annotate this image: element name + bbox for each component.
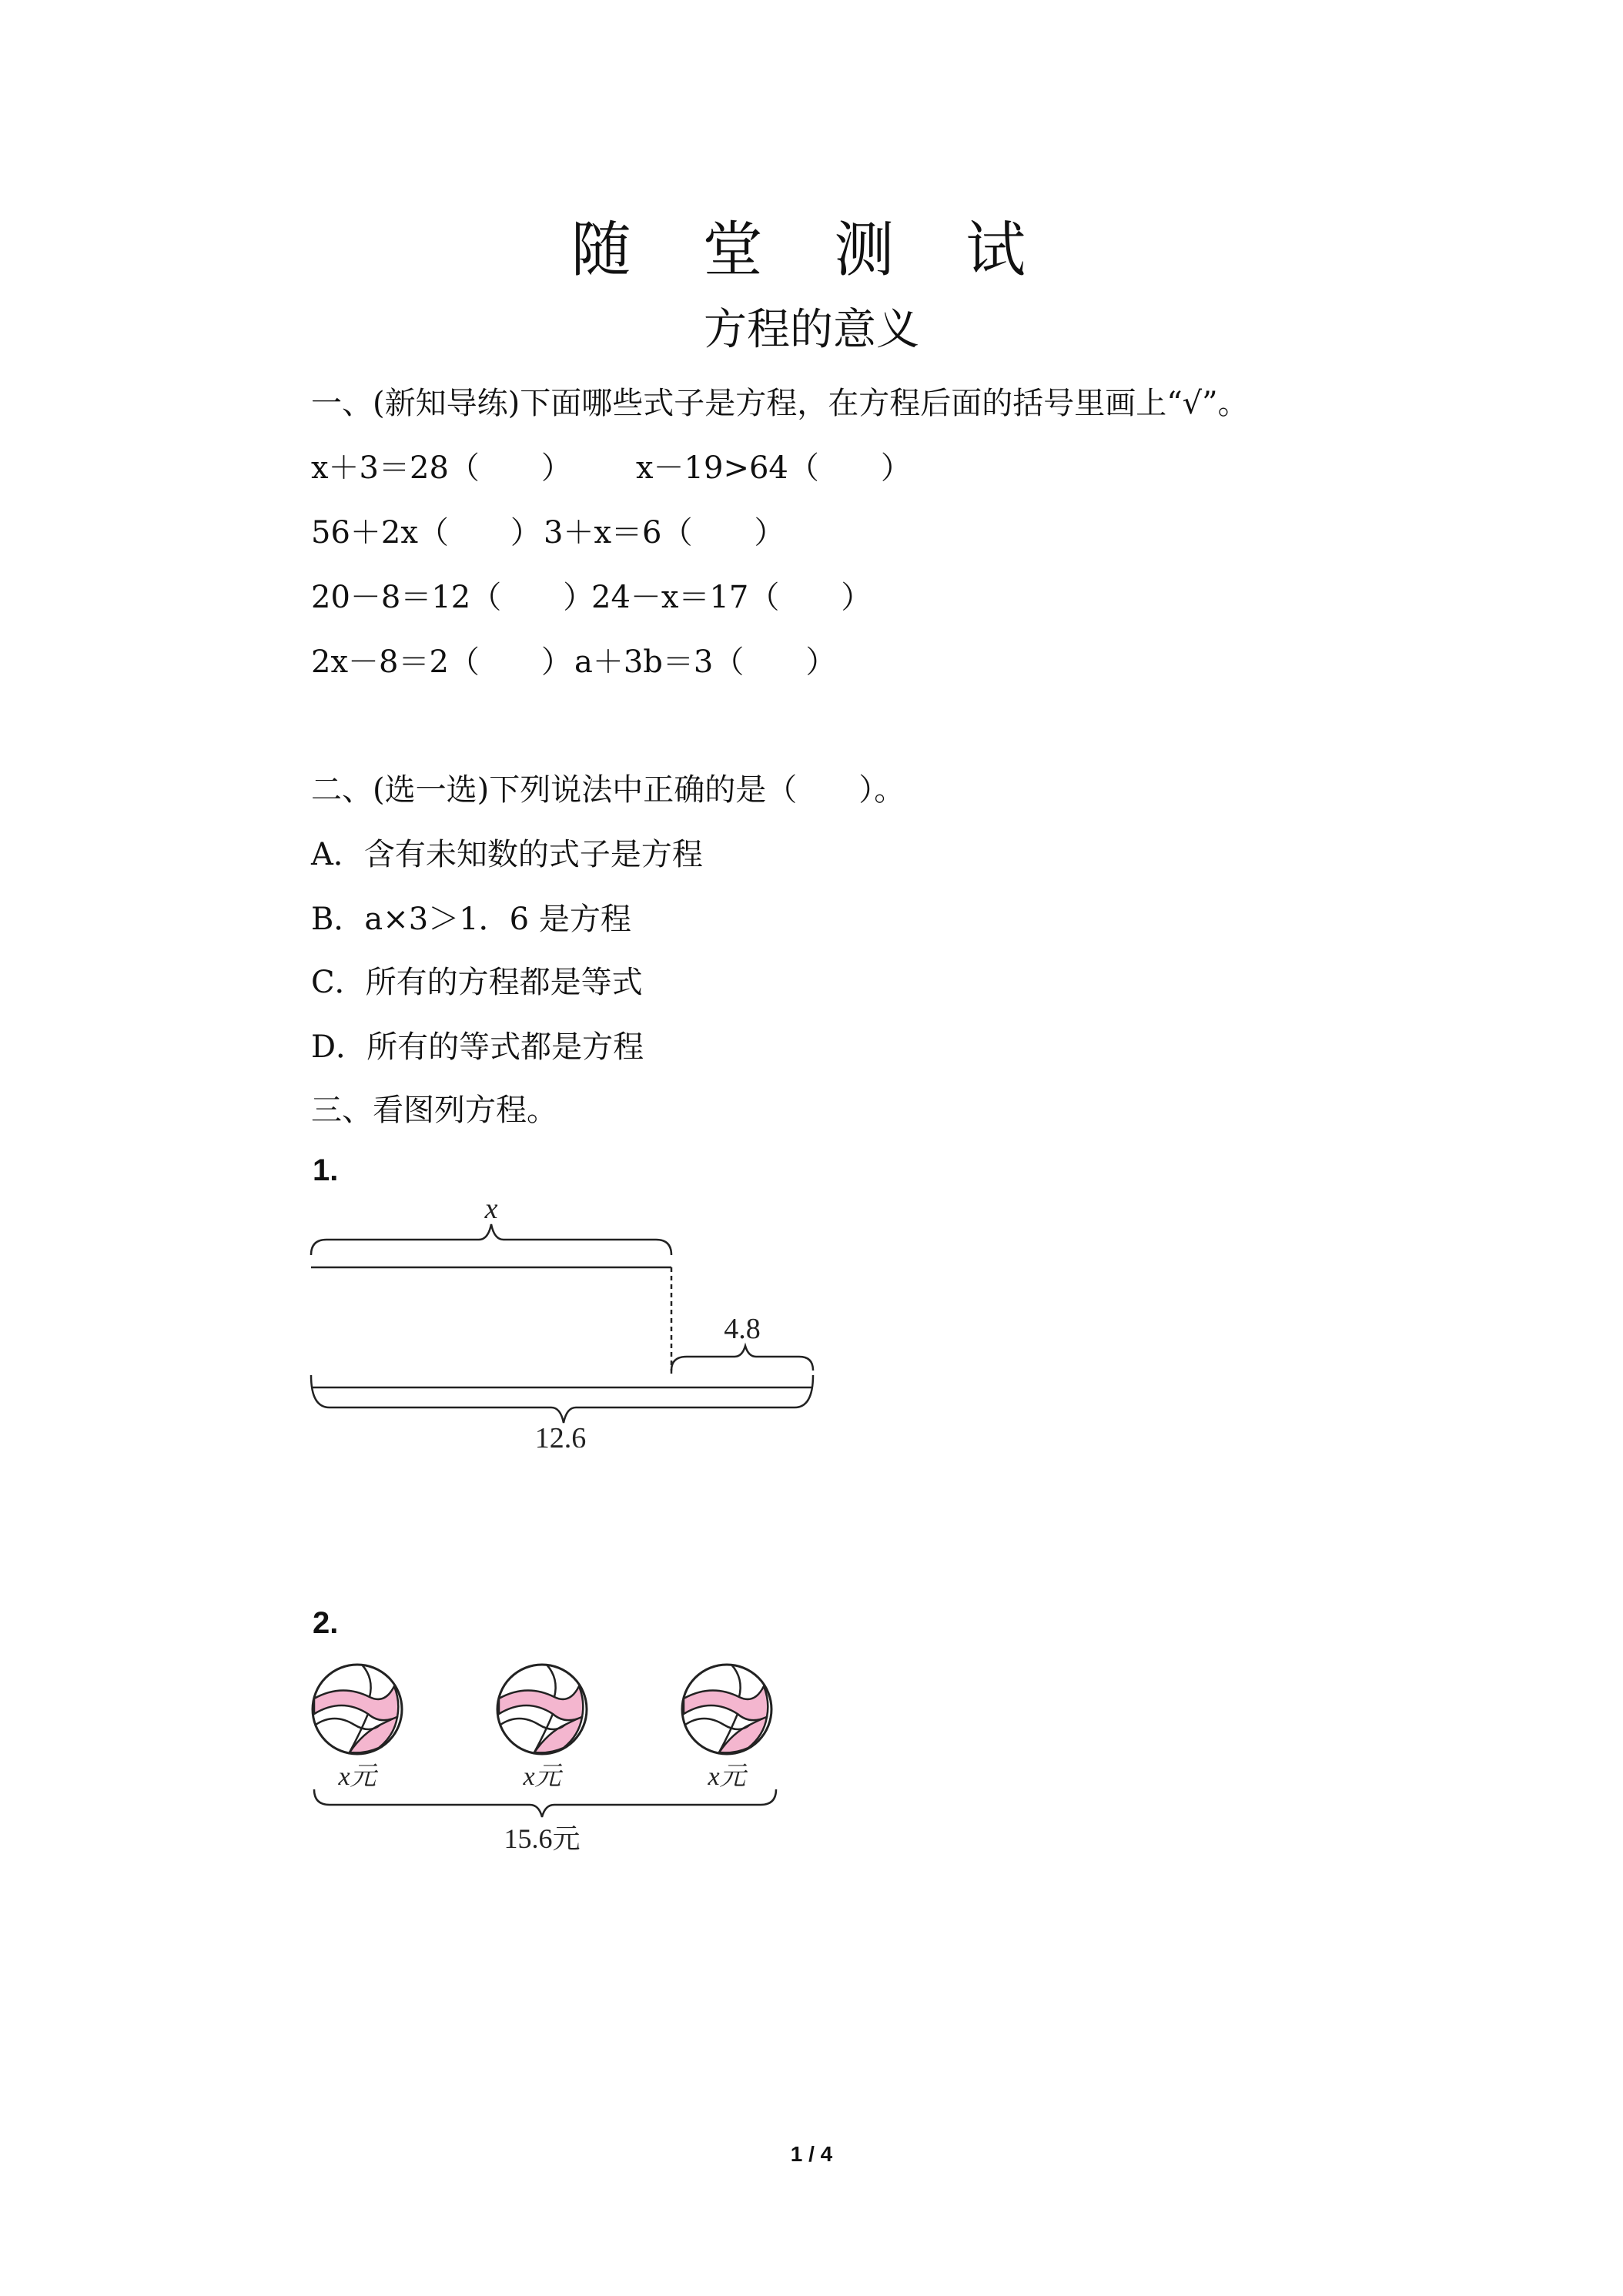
section3-heading: 三、看图列方程。 (311, 1093, 557, 1128)
label-total: 12.6 (534, 1422, 587, 1448)
page-subtitle: 方程的意义 (704, 305, 919, 355)
option-a: A．含有未知数的式子是方程 (311, 837, 703, 872)
question-2-number: 2. (313, 1606, 339, 1640)
brace-total-price (314, 1789, 776, 1817)
brace-part (671, 1346, 813, 1371)
equation-item: 20－8＝12（ ） (311, 580, 594, 615)
volleyball-icon (682, 1665, 771, 1754)
ball-price-label: x元 (338, 1762, 376, 1791)
equation-item: x－19>64（ ） (636, 450, 912, 486)
equation-item: 2x－8＝2（ ） (311, 644, 572, 680)
option-c: C．所有的方程都是等式 (311, 965, 643, 1000)
equation-item: 56＋2x（ ） (311, 515, 541, 551)
option-d: D．所有的等式都是方程 (311, 1029, 644, 1065)
segment-diagram (306, 1201, 815, 1448)
brace-x (311, 1224, 671, 1255)
equation-item: a＋3b＝3（ ） (574, 644, 837, 680)
ball-price-label: x元 (708, 1762, 746, 1791)
option-b: B．a×3＞1．6 是方程 (311, 902, 631, 937)
equation-item: 24－x＝17（ ） (591, 580, 872, 615)
ball-price-label: x元 (523, 1762, 561, 1791)
equation-item: x＋3＝28（ ） (311, 450, 572, 486)
question-1-number: 1. (313, 1153, 339, 1187)
volleyball-diagram (306, 1658, 784, 1859)
section1-heading: 一、(新知导练)下面哪些式子是方程，在方程后面的括号里画上“√”。 (311, 386, 1249, 421)
page-number: 1 / 4 (790, 2142, 833, 2166)
equation-item: 3＋x＝6（ ） (544, 515, 785, 551)
label-x: x (484, 1201, 498, 1225)
total-price-label: 15.6元 (504, 1823, 581, 1854)
page-title: 随 堂 测 试 (571, 216, 1052, 285)
brace-total (311, 1375, 813, 1423)
section2-heading: 二、(选一选)下列说法中正确的是（ ）。 (311, 772, 905, 808)
volleyball-icon (497, 1665, 587, 1754)
label-part: 4.8 (724, 1313, 761, 1345)
volleyball-icon (313, 1665, 402, 1754)
